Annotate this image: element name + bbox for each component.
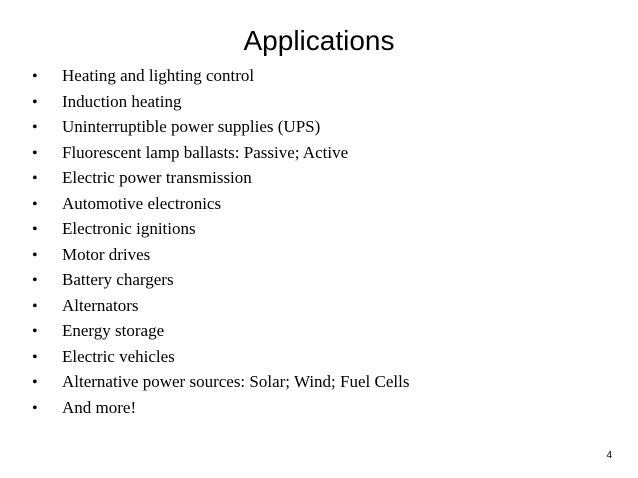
bullet-text: Alternators <box>62 295 139 315</box>
bullet-marker: • <box>32 119 38 136</box>
bullet-item <box>32 245 409 271</box>
slide-title: Applications <box>243 25 395 56</box>
bullet-item <box>32 143 409 169</box>
bullet-marker: • <box>32 93 38 111</box>
bullet-item <box>32 168 409 194</box>
bullet-text: Energy storage <box>62 321 165 340</box>
bullet-marker: • <box>32 323 38 340</box>
bullet-list <box>32 66 409 423</box>
bullet-text: Induction heating <box>62 91 182 111</box>
bullet-marker: • <box>32 195 38 213</box>
slide-number: 4 <box>606 450 612 461</box>
bullet-text: Battery chargers <box>62 270 174 289</box>
bullet-item <box>32 296 409 322</box>
bullet-marker: • <box>32 221 38 238</box>
bullet-marker: • <box>32 170 38 187</box>
bullet-marker: • <box>32 374 38 391</box>
bullet-marker: • <box>32 246 38 264</box>
bullet-text: Automotive electronics <box>62 193 222 213</box>
bullet-text: Motor drives <box>62 244 151 264</box>
bullet-item <box>32 117 409 143</box>
bullet-item <box>32 398 409 424</box>
bullet-marker: • <box>32 399 38 417</box>
bullet-marker: • <box>32 68 38 85</box>
bullet-text: Alternative power sources: Solar; Wind; Fuel Cells <box>62 372 410 391</box>
bullet-text: And more! <box>62 397 137 417</box>
bullet-item <box>32 66 409 92</box>
bullet-text: Electric power transmission <box>62 168 252 187</box>
bullet-item <box>32 372 409 398</box>
bullet-item <box>32 194 409 220</box>
bullet-text: Heating and lighting control <box>62 66 255 85</box>
bullet-text: Electric vehicles <box>62 346 175 366</box>
bullet-item <box>32 92 409 118</box>
bullet-item <box>32 347 409 373</box>
bullet-text: Electronic ignitions <box>62 219 196 238</box>
bullet-text: Uninterruptible power supplies (UPS) <box>62 117 321 136</box>
bullet-marker: • <box>32 272 38 289</box>
bullet-marker: • <box>32 297 38 315</box>
bullet-text: Fluorescent lamp ballasts: Passive; Active <box>62 142 349 162</box>
bullet-item <box>32 270 409 296</box>
bullet-item <box>32 219 409 245</box>
bullet-item <box>32 321 409 347</box>
bullet-marker: • <box>32 144 38 162</box>
bullet-marker: • <box>32 348 38 366</box>
